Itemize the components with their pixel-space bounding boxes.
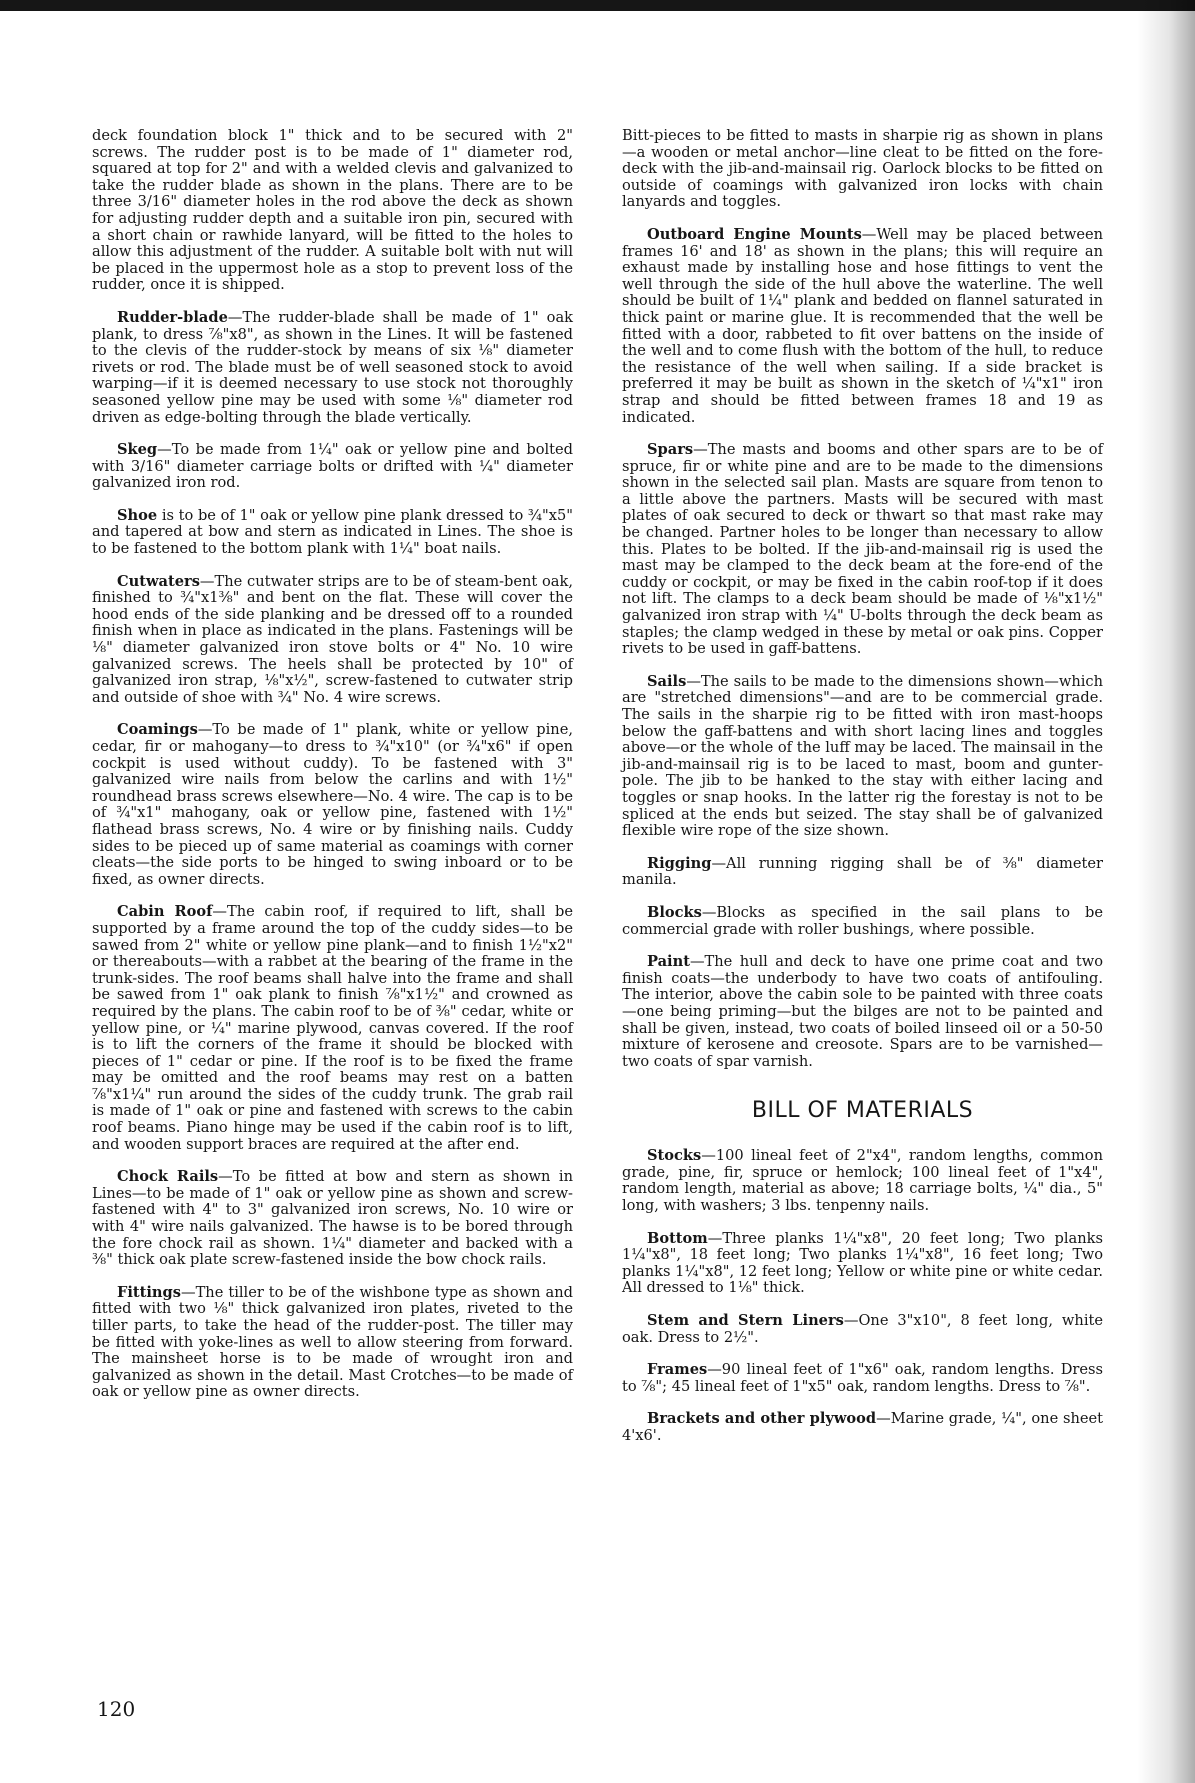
bill-item-frames: Frames—90 lineal feet of 1"x6" oak, random lengths. Dress to ⅞"; 45 lineal feet of 1"x5" oak, random lengths. Dress to ⅞". — [622, 1361, 1103, 1395]
paragraph-continuation: deck foundation block 1" thick and to be secured with 2" screws. The rudder post is to be made of 1" diameter rod, squared at top for 2" and with a welded clevis and galvanized to take the rudder blade as shown in the plans. There are to be three 3/16" diameter holes in the rod above the deck as shown for adjusting rudder depth and a suitable iron pin, secured with a short chain or rawhide lanyard, will be fitted to the holes to allow this adjustment of the rudder. A suitable bolt with nut will be placed in the uppermost hole as a stop to prevent loss of the rudder, once it is shipped. — [92, 127, 573, 294]
paragraph-outboard-engine-mounts: Outboard Engine Mounts—Well may be placed between frames 16' and 18' as shown in the plans; this will require an exhaust made by installing hose and hose fittings to vent the well through the side of the hull above the waterline. The well should be built of 1¼" plank and bedded on flannel saturated in thick paint or marine glue. It is recommended that the well be fitted with a door, rabbeted to fit over battens on the inside of the well and to come flush with the bottom of the hull, to reduce the resistance of the well when sailing. If a side bracket is preferred it may be built as shown in the sketch of ¼"x1" iron strap and should be fitted between frames 18 and 19 as indicated. — [622, 225, 1103, 426]
page-gutter-shadow — [1137, 0, 1195, 1783]
paragraph-blocks: Blocks—Blocks as specified in the sail plans to be commercial grade with roller bushings, where possible. — [622, 903, 1103, 938]
paragraph-chock-rails: Chock Rails—To be fitted at bow and stern as shown in Lines—to be made of 1" oak or yellow pine as shown and screw-fastened with 4" to 3" galvanized iron screws, No. 10 wire or with 4" wire nails galvanized. The hawse is to be bored through the fore chock rail as shown. 1¼" diameter and backed with a ⅜" thick oak plate screw-fastened inside the bow chock rails. — [92, 1168, 573, 1269]
bill-item-stocks: Stocks—100 lineal feet of 2"x4", random lengths, common grade, pine, fir, spruce or hemlock; 100 lineal feet of 1"x4", random length, material as above; 18 carriage bolts, ¼" dia., 5" long, with washers; 3 lbs. tenpenny nails. — [622, 1147, 1103, 1215]
paragraph-spars: Spars—The masts and booms and other spars are to be of spruce, fir or white pine and are to be made to the dimensions shown in the selected sail plan. Masts are square from tenon to a little above the partners. Masts will be secured with mast plates of oak secured to deck or thwart so that mast rake may be changed. Partner holes to be longer than necessary to allow this. Plates to be bolted. If the jib-and-mainsail rig is used the mast may be clamped to the deck beam at the fore-end of the cuddy or cockpit, or may be fixed in the cabin roof-top if it does not lift. The clamps to a deck beam should be made of ⅛"x1½" galvanized iron strap with ¼" U-bolts through the deck beam as staples; the clamp wedged in these by metal or oak pins. Copper rivets to be used in gaff-battens. — [622, 441, 1103, 658]
paragraph-sails: Sails—The sails to be made to the dimensions shown—which are "stretched dimensions"—and are to be commercial grade. The sails in the sharpie rig to be fitted with iron mast-hoops below the gaff-battens and with short lacing lines and toggles above—or the whole of the luff may be laced. The mainsail in the jib-and-mainsail rig is to be laced to mast, boom and gunter-pole. The jib to be hanked to the stay with either lacing and toggles or snap hooks. In the latter rig the forestay is not to be spliced at the ends but seized. The stay shall be of galvanized flexible wire rope of the size shown. — [622, 672, 1103, 840]
paragraph-paint: Paint—The hull and deck to have one prime coat and two finish coats—the underbody to have two coats of antifouling. The interior, above the cabin sole to be painted with three coats—one being priming—but the bilges are not to be painted and shall be given, instead, two coats of boiled linseed oil or a 50-50 mixture of kerosene and creosote. Spars are to be varnished—two coats of spar varnish. — [622, 953, 1103, 1070]
paragraph-rudder-blade: Rudder-blade—The rudder-blade shall be made of 1" oak plank, to dress ⅞"x8", as shown in the Lines. It will be fastened to the clevis of the rudder-stock by means of six ⅛" diameter rivets or rod. The blade must be of well seasoned stock to avoid warping—if it is deemed necessary to use stock not thoroughly seasoned yellow pine may be used with some ⅛" diameter rod driven as edge-bolting through the blade vertically. — [92, 308, 573, 426]
page-number: 120 — [97, 1697, 136, 1721]
paragraph-fittings: Fittings—The tiller to be of the wishbone type as shown and fitted with two ⅛" thick galvanized iron plates, riveted to the tiller parts, to take the head of the rudder-post. The tiller may be fitted with yoke-lines as well to allow steering from forward. The mainsheet horse is to be made of wrought iron and galvanized as shown in the detail. Mast Crotches—to be made of oak or yellow pine as owner directs. — [92, 1283, 573, 1401]
bill-item-bottom: Bottom—Three planks 1¼"x8", 20 feet long; Two planks 1¼"x8", 18 feet long; Two planks 1¼"x8", 16 feet long; Two planks 1¼"x8", 12 feet long; Yellow or white pine or white cedar. All dressed to 1⅛" thick. — [622, 1229, 1103, 1297]
right-column — [622, 128, 1103, 1461]
paragraph-skeg: Skeg—To be made from 1¼" oak or yellow pine and bolted with 3/16" diameter carriage bolts or drifted with ¼" diameter galvanized iron rod. — [92, 441, 573, 492]
left-column — [92, 128, 573, 1417]
paragraph-cutwaters: Cutwaters—The cutwater strips are to be of steam-bent oak, finished to ¾"x1⅜" and bent on the flat. These will cover the hood ends of the side planking and be dressed off to a rounded finish when in place as indicated in the plans. Fastenings will be ⅛" diameter galvanized iron stove bolts or 4" No. 10 wire galvanized screws. The heels shall be protected by 10" of galvanized iron strap, ⅛"x½", screw-fastened to cutwater strip and outside of shoe with ¾" No. 4 wire screws. — [92, 572, 573, 706]
paragraph-shoe: Shoe is to be of 1" oak or yellow pine plank dressed to ¾"x5" and tapered at bow and stern as indicated in Lines. The shoe is to be fastened to the bottom plank with 1¼" boat nails. — [92, 506, 573, 558]
scan-top-edge — [0, 0, 1195, 11]
paragraph-cabin-roof: Cabin Roof—The cabin roof, if required to lift, shall be supported by a frame around the top of the cuddy sides—to be sawed from 2" white or yellow pine plank—and to finish 1½"x2" or thereabouts—with a rabbet at the bearing of the frame in the trunk-sides. The roof beams shall halve into the frame and shall be sawed from 1" oak plank to finish ⅞"x1½" and crowned as required by the plans. The cabin roof to be of ⅜" cedar, white or yellow pine, or ¼" marine plywood, canvas covered. If the roof is to lift the corners of the frame it should be blocked with pieces of 1" cedar or pine. If the roof is to be fixed the frame may be omitted and the roof beams may rest on a batten ⅞"x1¼" run around the sides of the cuddy trunk. The grab rail is made of 1" oak or pine and fastened with screws to the cabin roof beams. Piano hinge may be used if the cabin roof is to lift, and wooden support braces are required at the after end. — [92, 903, 573, 1153]
paragraph-rigging: Rigging—All running rigging shall be of ⅜" diameter manila. — [622, 854, 1103, 889]
bill-item-brackets-plywood: Brackets and other plywood—Marine grade, ¼", one sheet 4'x6'. — [622, 1410, 1103, 1444]
bill-of-materials-heading: BILL OF MATERIALS — [751, 1098, 974, 1124]
paragraph-bitt-pieces: Bitt-pieces to be fitted to masts in sharpie rig as shown in plans—a wooden or metal anchor—line cleat to be fitted on the fore-deck with the jib-and-mainsail rig. Oarlock blocks to be fitted on outside of coamings with galvanized iron locks with chain lanyards and toggles. — [622, 127, 1103, 211]
paragraph-coamings: Coamings—To be made of 1" plank, white or yellow pine, cedar, fir or mahogany—to dress to ¾"x10" (or ¾"x6" if open cockpit is used without cuddy). To be fastened with 3" galvanized wire nails from below the carlins and with 1½" roundhead brass screws elsewhere—No. 4 wire. The cap is to be of ¾"x1" mahogany, oak or yellow pine, fastened with 1½" flathead brass screws, No. 4 wire or by finishing nails. Cuddy sides to be pieced up of same material as coamings with corner cleats—the side ports to be hinged to swing inboard or to be fixed, as owner directs. — [92, 721, 573, 888]
bill-item-stem-stern-liners: Stem and Stern Liners—One 3"x10", 8 feet long, white oak. Dress to 2½". — [622, 1312, 1103, 1346]
